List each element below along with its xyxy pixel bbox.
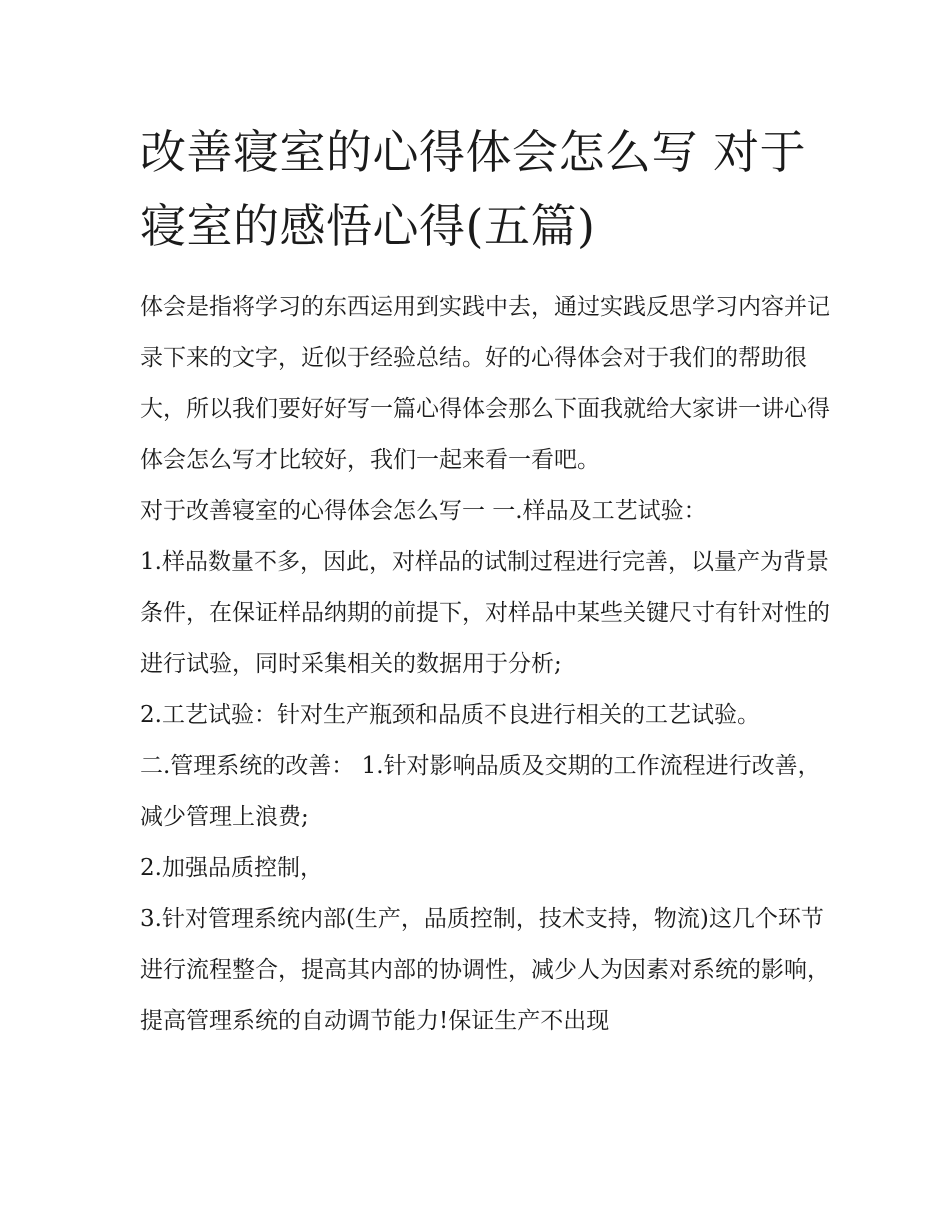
paragraph-item-2: 2.工艺试验：针对生产瓶颈和品质不良进行相关的工艺试验。 — [140, 702, 760, 728]
paragraph-section-two-item-3: 3.针对管理系统内部(生产，品质控制，技术支持，物流)这几个环节进行流程整合，提高其内部的协调性，减少人为因素对系统的影响，提高管理系统的自动调节能力!保证生产不出现 — [140, 906, 830, 1034]
paragraph-intro: 体会是指将学习的东西运用到实践中去，通过实践反思学习内容并记录下来的文字，近似于经验总结。好的心得体会对于我们的帮助很大，所以我们要好好写一篇心得体会那么下面我就给大家讲一讲心得体会怎么写才比较好，我们一起来看一看吧。 — [140, 294, 830, 473]
paragraph-item-1: 1.样品数量不多，因此，对样品的试制过程进行完善，以量产为背景条件，在保证样品纳期的前提下，对样品中某些关键尺寸有针对性的进行试验，同时采集相关的数据用于分析; — [140, 549, 830, 677]
document-body — [140, 282, 830, 1047]
paragraph-section-two: 二.管理系统的改善： 1.针对影响品质及交期的工作流程进行改善，减少管理上浪费; — [140, 753, 821, 830]
paragraph-section-two-item-2: 2.加强品质控制， — [140, 855, 323, 881]
document-title: 改善寝室的心得体会怎么写 对于寝室的感悟心得(五篇) — [140, 125, 807, 253]
paragraph-section-one-heading: 对于改善寝室的心得体会怎么写一 一.样品及工艺试验： — [140, 498, 707, 524]
